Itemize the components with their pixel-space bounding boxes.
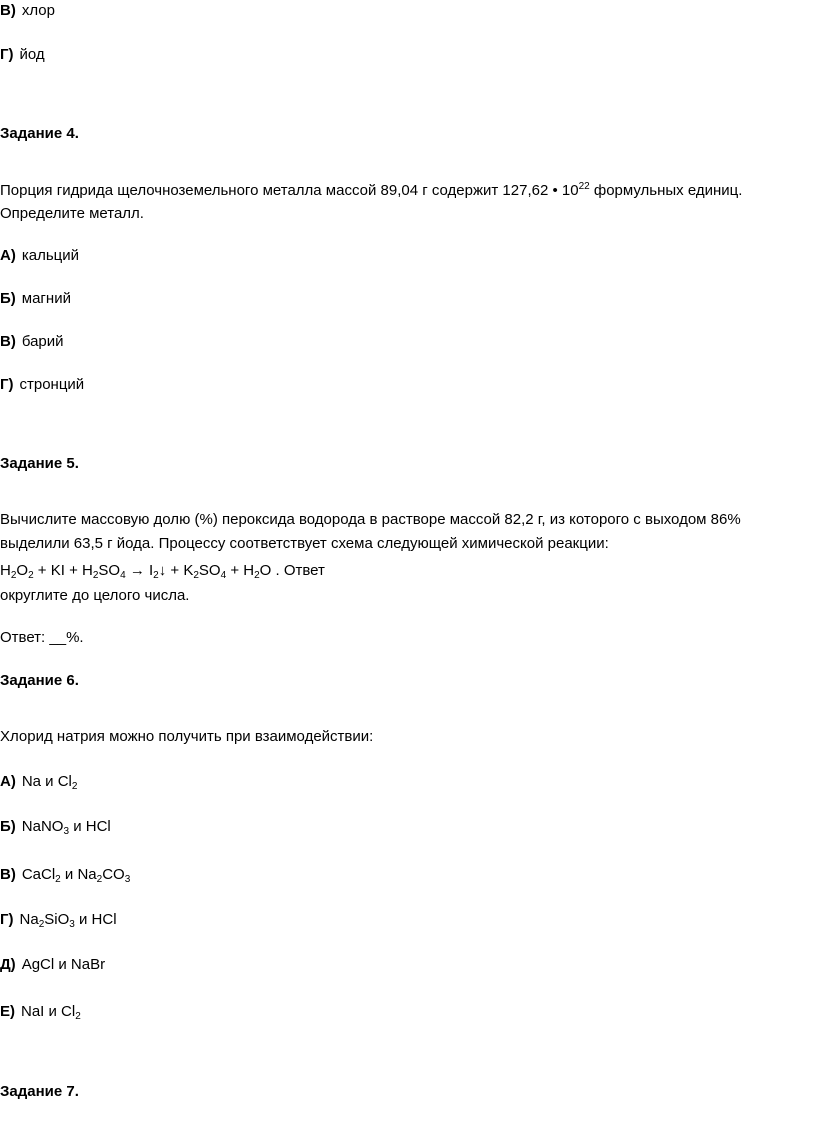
option-text: йод — [19, 46, 45, 63]
task4-q-text-b: формульных единиц. — [589, 182, 743, 199]
task6-option-e — [0, 956, 105, 974]
task4-option-c — [0, 333, 64, 351]
option-letter: А) — [0, 247, 16, 264]
option-text: и Na — [60, 866, 97, 883]
task5-question-line1: Вычислите массовую долю (%) пероксида водорода в растворе массой 82,2 г, из которого с выходом 86% — [0, 511, 741, 528]
task6-title: Задание 6. — [0, 672, 79, 689]
option-text: NaI и Cl — [21, 1003, 76, 1020]
eq-sub: 4 — [220, 570, 227, 581]
eq-part: + H — [226, 562, 255, 579]
eq-sub: 2 — [10, 570, 17, 581]
option-sub: 3 — [69, 919, 75, 930]
eq-sub: 2 — [193, 570, 199, 581]
option-text: кальций — [21, 247, 79, 264]
option-letter: В) — [0, 333, 16, 350]
option-sub: 2 — [96, 874, 103, 885]
task5-question-line2: выделили 63,5 г йода. Процессу соответствует схема следующей химической реакции: — [0, 535, 609, 552]
task4-title: Задание 4. — [0, 125, 79, 142]
eq-part: → I — [125, 562, 154, 579]
eq-sub: 2 — [92, 570, 99, 581]
option-sub: 2 — [38, 919, 45, 930]
task4-q-exponent: 22 — [578, 181, 590, 192]
option-sub: 2 — [71, 781, 78, 792]
task5-answer: Ответ: __%. — [0, 629, 84, 646]
task6-option-b — [0, 818, 111, 836]
eq-part: SO — [98, 562, 121, 579]
task4-option-b — [0, 290, 71, 308]
task6-option-f — [0, 1003, 81, 1021]
eq-part: + KI + H — [33, 562, 93, 579]
option-text: NaNO — [21, 818, 64, 835]
eq-part: O . Ответ — [259, 562, 325, 579]
option-text: и HCl — [74, 911, 117, 928]
eq-sub: 2 — [254, 570, 260, 581]
option-text: CO — [102, 866, 125, 883]
option-v-hlor — [0, 2, 55, 20]
option-letter: Е) — [0, 1003, 15, 1020]
option-text: и HCl — [69, 818, 111, 835]
task5-title: Задание 5. — [0, 455, 79, 472]
eq-sub: 2 — [28, 570, 34, 581]
option-text: барий — [21, 333, 64, 350]
task6-option-a — [0, 773, 77, 791]
option-letter: Г) — [0, 911, 14, 928]
option-text: магний — [21, 290, 71, 307]
option-letter: Г) — [0, 376, 14, 393]
option-sub: 2 — [75, 1011, 81, 1022]
option-sub: 3 — [63, 826, 70, 837]
task5-reaction-equation — [0, 562, 325, 580]
option-letter: Г) — [0, 46, 14, 63]
task4-question-line2: Определите металл. — [0, 205, 144, 222]
eq-sub: 2 — [153, 570, 159, 581]
option-letter: Д) — [0, 956, 16, 973]
option-g-iod — [0, 46, 45, 64]
eq-part: ↓ + K — [158, 562, 194, 579]
option-text: SiO — [44, 911, 70, 928]
option-text: Na — [19, 911, 39, 928]
task6-question: Хлорид натрия можно получить при взаимодействии: — [0, 728, 374, 745]
task6-option-c — [0, 866, 130, 884]
task4-question-line1 — [0, 182, 742, 200]
task5-question-line4: округлите до целого числа. — [0, 587, 190, 604]
option-letter: В) — [0, 866, 16, 883]
option-text: CaCl — [21, 866, 56, 883]
option-text: хлор — [21, 2, 55, 19]
eq-part: H — [0, 562, 11, 579]
task7-title: Задание 7. — [0, 1083, 79, 1100]
option-letter: Б) — [0, 818, 16, 835]
option-text: Na и Cl — [21, 773, 72, 790]
task4-option-a — [0, 247, 79, 265]
option-letter: В) — [0, 2, 16, 19]
task4-q-text-a: Порция гидрида щелочноземельного металла массой 89,04 г содержит 127,62 • 10 — [0, 182, 579, 199]
eq-sub: 4 — [120, 570, 126, 581]
option-sub: 2 — [55, 874, 61, 885]
task4-option-d — [0, 376, 84, 394]
eq-part: O — [16, 562, 29, 579]
option-sub: 3 — [124, 874, 131, 885]
option-letter: А) — [0, 773, 16, 790]
eq-part: SO — [198, 562, 221, 579]
task6-option-d — [0, 911, 117, 929]
option-letter: Б) — [0, 290, 16, 307]
option-text: AgCl и NaBr — [21, 956, 106, 973]
option-text: стронций — [19, 376, 85, 393]
